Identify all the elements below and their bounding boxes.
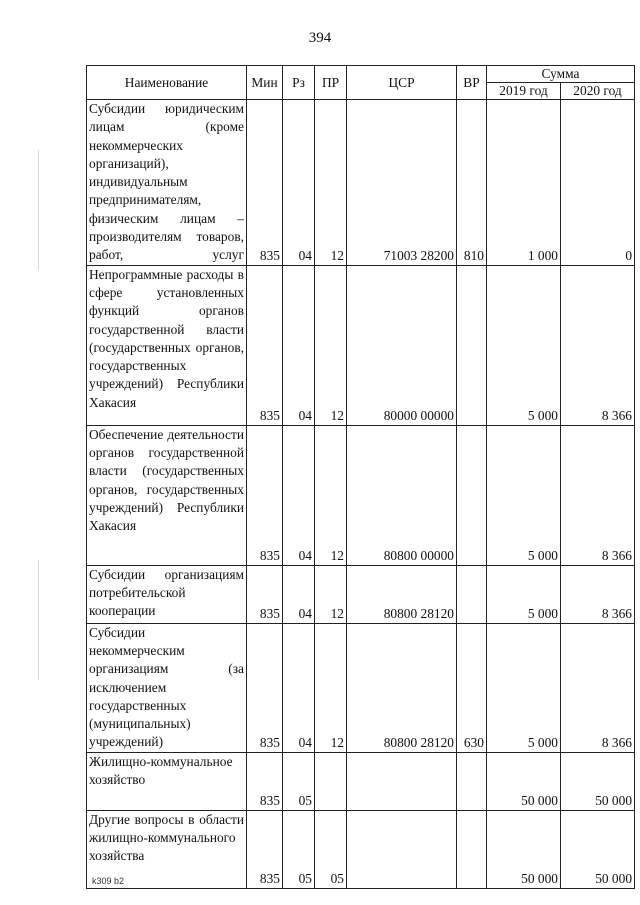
budget-table xyxy=(86,65,635,889)
row-rz: 04 xyxy=(283,565,315,623)
row-csr: 71003 28200 xyxy=(347,100,457,266)
header-pr: ПР xyxy=(315,66,347,100)
row-rz: 04 xyxy=(283,623,315,752)
header-csr: ЦСР xyxy=(347,66,457,100)
row-sum-2020: 8 366 xyxy=(561,565,635,623)
table-row xyxy=(87,752,635,810)
row-sum-2020: 50 000 xyxy=(561,810,635,888)
header-name: Наименование xyxy=(87,66,247,100)
row-sum-2019: 5 000 xyxy=(487,425,561,565)
row-rz: 04 xyxy=(283,425,315,565)
table-row xyxy=(87,623,635,752)
row-sum-2019: 50 000 xyxy=(487,752,561,810)
row-name: Другие вопросы в области жилищно-коммунального хозяйства xyxy=(87,810,247,888)
margin-line-bottom xyxy=(38,560,39,680)
header-year-2019: 2019 год xyxy=(487,83,561,100)
row-min: 835 xyxy=(247,623,283,752)
row-vr xyxy=(457,425,487,565)
row-vr xyxy=(457,810,487,888)
page-number: 394 xyxy=(308,30,332,46)
row-name: Субсидии организациям потребительской кооперации xyxy=(87,565,247,623)
header-year-2020: 2020 год xyxy=(561,83,635,100)
row-min: 835 xyxy=(247,265,283,425)
table-row xyxy=(87,265,635,425)
row-pr: 12 xyxy=(315,265,347,425)
row-sum-2019: 5 000 xyxy=(487,623,561,752)
row-vr xyxy=(457,265,487,425)
row-sum-2020: 8 366 xyxy=(561,623,635,752)
row-rz: 04 xyxy=(283,265,315,425)
footer-code: k309 b2 xyxy=(92,876,125,886)
table-row xyxy=(87,565,635,623)
row-pr: 12 xyxy=(315,623,347,752)
row-vr xyxy=(457,752,487,810)
row-name: Жилищно-коммунальное хозяйство xyxy=(87,752,247,810)
row-pr xyxy=(315,752,347,810)
row-sum-2020: 8 366 xyxy=(561,425,635,565)
row-csr: 80800 00000 xyxy=(347,425,457,565)
row-csr: 80800 28120 xyxy=(347,623,457,752)
margin-line-top xyxy=(38,150,39,270)
row-min: 835 xyxy=(247,100,283,266)
row-pr: 12 xyxy=(315,425,347,565)
row-min: 835 xyxy=(247,425,283,565)
row-sum-2019: 5 000 xyxy=(487,265,561,425)
row-sum-2020: 8 366 xyxy=(561,265,635,425)
row-sum-2019: 1 000 xyxy=(487,100,561,266)
header-sum: Сумма xyxy=(487,66,635,83)
row-csr: 80800 28120 xyxy=(347,565,457,623)
header-vr: ВР xyxy=(457,66,487,100)
table-row xyxy=(87,810,635,888)
row-vr: 810 xyxy=(457,100,487,266)
row-rz: 04 xyxy=(283,100,315,266)
row-sum-2019: 5 000 xyxy=(487,565,561,623)
row-csr xyxy=(347,810,457,888)
row-name: Субсидии некоммерческим организациям (за исключением государственных (муниципальных) учреждений) xyxy=(87,623,247,752)
row-min: 835 xyxy=(247,565,283,623)
row-rz: 05 xyxy=(283,752,315,810)
row-rz: 05 xyxy=(283,810,315,888)
row-sum-2019: 50 000 xyxy=(487,810,561,888)
row-name: Субсидии юридическим лицам (кроме некоммерческих организаций), индивидуальным предпринимателям, физическим лицам – производителям товаров, работ, услуг xyxy=(87,100,247,266)
header-rz: Рз xyxy=(283,66,315,100)
row-min: 835 xyxy=(247,752,283,810)
row-sum-2020: 0 xyxy=(561,100,635,266)
row-pr: 05 xyxy=(315,810,347,888)
row-min: 835 xyxy=(247,810,283,888)
table-row xyxy=(87,100,635,266)
row-pr: 12 xyxy=(315,565,347,623)
row-csr: 80000 00000 xyxy=(347,265,457,425)
table-row xyxy=(87,425,635,565)
header-min: Мин xyxy=(247,66,283,100)
row-csr xyxy=(347,752,457,810)
row-vr: 630 xyxy=(457,623,487,752)
row-pr: 12 xyxy=(315,100,347,266)
row-sum-2020: 50 000 xyxy=(561,752,635,810)
row-vr xyxy=(457,565,487,623)
row-name: Обеспечение деятельности органов государственной власти (государственных органов, государственных учреждений) Республики Хакасия xyxy=(87,425,247,565)
row-name: Непрограммные расходы в сфере установленных функций органов государственной власти (государственных органов, государственных учреждений) Республики Хакасия xyxy=(87,265,247,425)
